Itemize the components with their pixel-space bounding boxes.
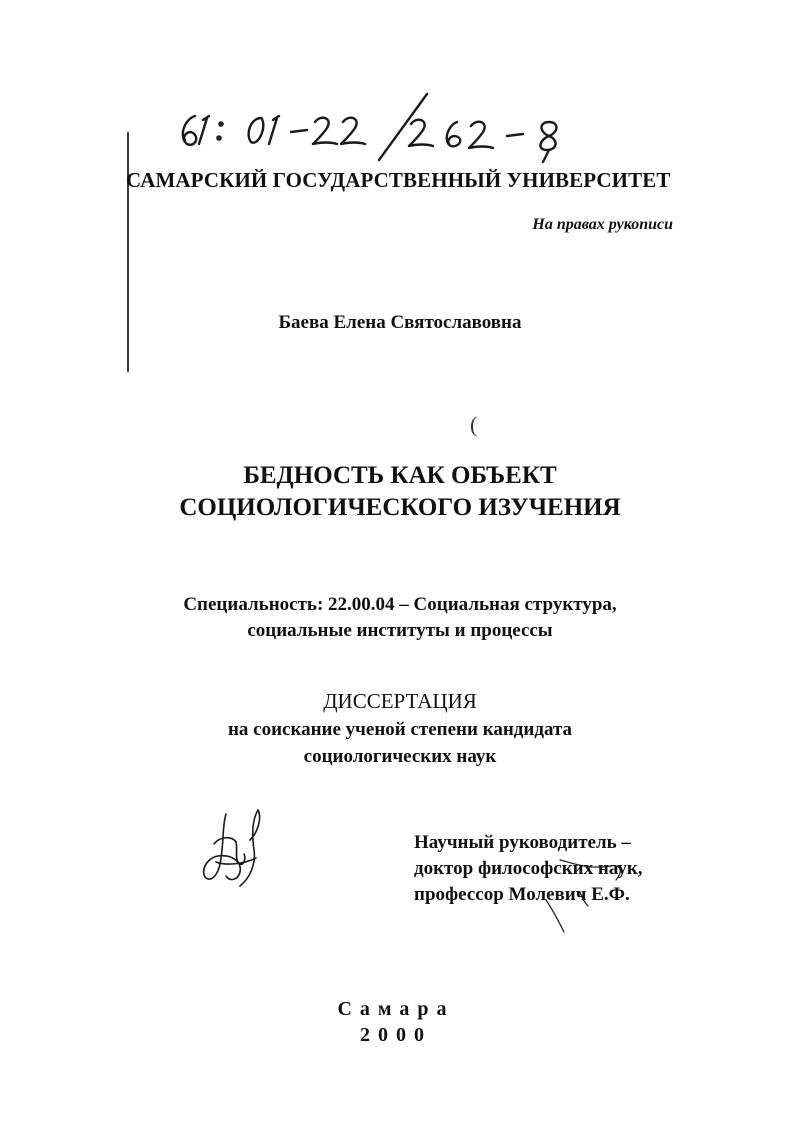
author-signature: [196, 806, 276, 891]
title-line-1: БЕДНОСТЬ КАК ОБЪЕКТ: [243, 462, 557, 489]
city-name: Самара: [337, 998, 455, 1020]
supervisor-line-2: доктор философских наук,: [414, 858, 643, 879]
handwritten-catalog-number: [165, 88, 595, 168]
publication-year: 2000: [360, 1024, 432, 1046]
rights-note: На правах рукописи: [532, 216, 673, 233]
handwritten-number-drawing: [165, 88, 595, 168]
degree-line-1: на соискание ученой степени кандидата: [227, 719, 573, 740]
author-name: Баева Елена Святославовна: [278, 312, 522, 333]
stray-mark: (: [470, 412, 478, 437]
signature-drawing: [196, 806, 276, 891]
dissertation-heading: ДИССЕРТАЦИЯ: [323, 689, 477, 713]
degree-description: [100, 716, 700, 770]
supervisor-line-1: Научный руководитель –: [414, 832, 631, 853]
scientific-supervisor: [414, 830, 714, 908]
specialty-block: [100, 592, 700, 644]
university-name: САМАРСКИЙ ГОСУДАРСТВЕННЫЙ УНИВЕРСИТЕТ: [126, 168, 671, 192]
publication-place-year: [296, 996, 496, 1048]
title-line-2: СОЦИОЛОГИЧЕСКОГО ИЗУЧЕНИЯ: [179, 494, 621, 521]
dissertation-title: [100, 460, 700, 524]
supervisor-line-3: профессор Молевич Е.Ф.: [414, 884, 630, 905]
degree-line-2: социологических наук: [303, 746, 497, 767]
specialty-line-1: Специальность: 22.00.04 – Социальная структура,: [183, 594, 617, 615]
specialty-line-2: социальные институты и процессы: [247, 620, 553, 641]
